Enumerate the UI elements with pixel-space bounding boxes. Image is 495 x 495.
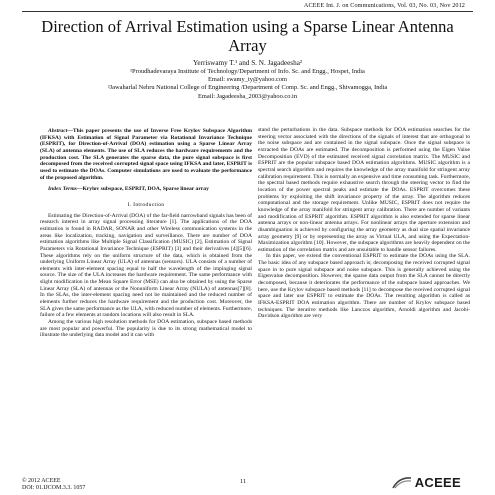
body-paragraph-proposed: In this paper, we extend the conventional ESPRIT to estimate the DOAs using the SLA. The basic idea of any subspace based approach is; decomposing the received corrupted signal space in to pure signal subspace and noise subspace. This is generally achieved using the Eigenvalue decomposition. However, the sparse data output from the SLA cannot be directly decomposed, because it deteriorates the performance of the subspace based approaches. We here, use the Krylov subspace based methods [11] to decompose the received corrupted signal space and later use ESPRIT to estimate the DOAs. The resulting algorithm is called as IFKSA-ESPRIT DOA estimation algorithm. There are number of Krylov subspace based techniques. The iterative methods like Lanczos algorithm, Arnoldi algorithm and Jacobi-Davidson algorithm are very [258,253,470,320]
aceee-logo-icon [391,476,413,490]
left-column [40,128,252,339]
author-names: Yerriswamy T.¹ and S. N. Jagadeesha² [192,59,303,67]
intro-paragraph-2: Among the various high resolution methods for DOA estimation, subspace based methods are most popular and powerful. The popularity is due to its strong mathematical model to illustrate the underlying data model and it can with [40,319,252,339]
body-paragraph-continued: stand the perturbations in the data. Subspace methods for DOA estimation searches for the steering vector associated with the directions of the signals of interest that are orthogonal to the noise subspace and are contained in the signal subspace. Once the signal subspace is extracted the DOAs are estimated. The decomposition is performed using the Eigen Value Decomposition (EVD) of the estimated received signal correlation matrix. The MUSIC and ESPRIT are the popular subspace based DOA estimation algorithms. MUSIC algorithm is a spectral search algorithm and requires the knowledge of the array manifold for stringent array calibration requirement. This is normally an expensive and time consuming task. Furthermore, the spectral based methods require exhaustive search through the steering vector to find the location of the power spectral peaks and estimate the DOAs. ESPRIT overcomes these problems by exploiting the shift invariance property of the array. The algorithm reduces computational and the storage requirement. Unlike MUSIC, ESPRIT does not require the knowledge of the array manifold for stringent array calibration. There are number of variants and modification of ESPRIT algorithm. ESPRIT algorithm is also extended for sparse linear antenna arrays or non-linear antenna arrays. For nonlinear arrays the aperture extension and disambiguation is achieved by configuring the array geometry as dual size spatial invariance array geometry [9] or by representing the array as Virtual ULA, and using the Expectation-Maximization algorithm [10]. However, the subspace algorithms are heavily dependent on the estimation of the correlation matrix and are unsuitable to handle sensor failures. [258,127,470,253]
footer-left [22,478,85,492]
author-block [30,59,465,101]
email-1: Email: swamy_ty@yahoo.com [207,76,287,84]
paper-title: Direction of Arrival Estimation using a Sparse Linear Antenna Array [41,17,454,55]
abstract-label: Abstract [48,128,68,134]
copyright: © 2012 ACEEE [22,478,61,484]
journal-header: ACEEE Int. J. on Communications, Vol. 03, No. 03, Nov 2012 [303,2,465,9]
abstract-text: —This paper presents the use of Inverse Free Krylov Subspace Algorithm (IFKSA) with Estimation of Signal Parameter via Rotational Invariance Technique (ESPRIT), for Direction-of-Arrival (DOA) estimation using a Sparse Linear Array (SLA) of antenna elements. The use of SLA reduces the hardware requirements and the production cost. The SLA generates the sparse data, the pure signal subspace is first decomposed from the received corrupted signal space using IFKSA and later, ESPRIT is used to estimate the DOAs. Computer simulations are used to evaluate the performance of the proposed algorithm. [40,128,252,181]
aceee-logo [391,475,461,490]
doi: DOI: 01.IJCOM.3.3. 1057 [22,485,86,491]
page-number: 11 [240,478,247,485]
logo-text: ACEEE [414,475,461,490]
index-terms-label: Index Terms [48,186,77,193]
header-rule [22,11,473,12]
index-terms [40,186,252,193]
right-column [258,127,470,320]
affiliation-1: ¹Proudhadevaraya Institute of Technology/Department of Info. Sc. and Engg., Hospet, India [130,68,365,75]
intro-paragraph-1: Estimating the Direction-of-Arrival (DOA) of the far-field narrowband signals has been of research interest in array signal processing literature [1]. The applications of the DOA estimation is found in RADAR, SONAR and other Wireless communication systems in the areas like localization, tracking, navigation and surveillance. There are number of DOA estimation algorithms like Multiple Signal Classification (MUSIC) [2], Estimation of Signal Parameters via Rotational Invariance Technique (ESPRIT) [3] and their derivatives [4][5][6]. These algorithms rely on the uniform structure of the data, which is obtained from the underlying Uniform Linear Array (ULA) of antennas (sensors). ULA consists of a number of elements with inter-element spacing equal to half the wavelength of the impinging signal source. The size of the ULA increases the hardware requirement. The same performance with slight modification in the Mean Square Error (MSE) can also be obtained by using the Sparse Linear Array (SLA) of antennas or the Nonuniform Linear Array (NULA) of antennas[7][8]. In the SLAs, the inter-element spacing need not be maintained and the reduced number of elements further reduces the hardware requirement and the production cost. Moreover, the SLA gives the same performance as the ULA, with reduced number of elements. Furthermore, failure of a few elements at random locations will also result in SLA. [40,212,252,319]
section-heading-introduction: I. Introduction [127,201,165,208]
abstract [40,128,252,181]
affiliation-2: ²Jawaharlal Nehru National College of Engineering /Department of Comp. Sc. and Engg., Shivamogga, India [107,84,388,92]
email-2: Email: Jagadeesha_2003@yahoo.co.in [197,92,298,100]
index-terms-text: —Krylov subspace, ESPRIT, DOA, Sparse linear array [76,186,209,193]
